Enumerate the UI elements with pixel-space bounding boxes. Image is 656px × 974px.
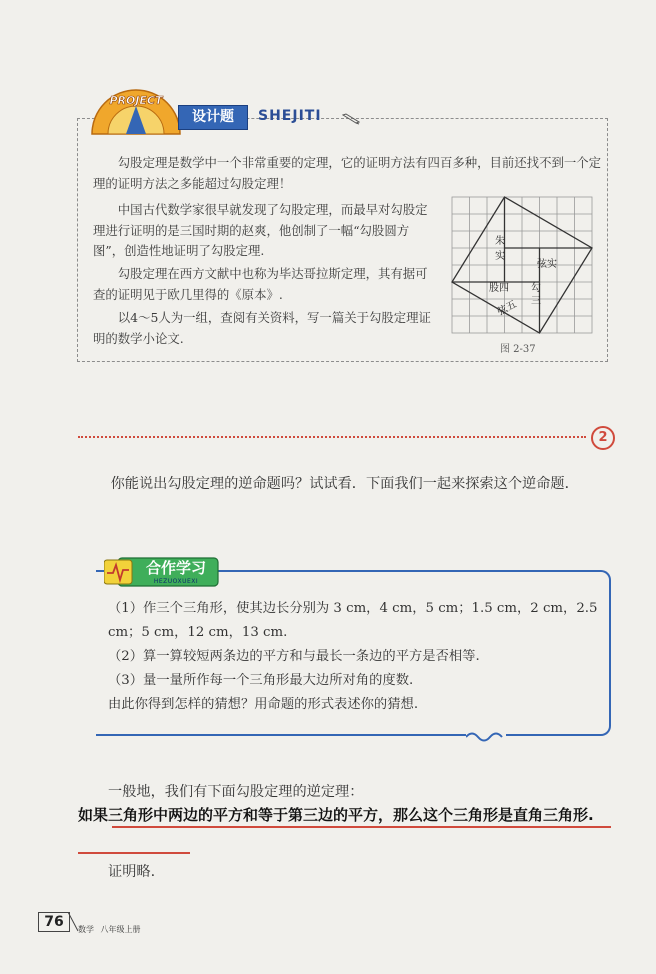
project-logo xyxy=(86,84,186,136)
design-paragraph-3: 勾股定理在西方文献中也称为毕达哥拉斯定理，其有据可查的证明见于欧几里得的《原本》. xyxy=(93,266,428,302)
section-divider xyxy=(78,436,586,438)
wave-decoration xyxy=(466,727,506,746)
book-title: 数学 八年级上册 xyxy=(78,925,141,934)
cooperative-learning-title: 合作学习 xyxy=(145,559,206,577)
coop-item-1: （1）作三个三角形，使其边长分别为 3 cm，4 cm，5 cm；1.5 cm，2 cm，2.5 cm；5 cm，12 cm，13 cm. xyxy=(108,601,598,640)
pencil-icon xyxy=(342,110,360,129)
coop-item-3: （3）量一量所作每一个三角形最大边所对角的度数. xyxy=(108,673,414,688)
intro-paragraph: 你能说出勾股定理的逆命题吗？试试看．下面我们一起来探索这个逆命题． xyxy=(110,476,579,492)
coop-item-4: 由此你得到怎样的猜想？用命题的形式表述你的猜想. xyxy=(108,697,419,712)
design-paragraph-2: 中国古代数学家很早就发现了勾股定理，而最早对勾股定理进行证明的是三国时期的赵爽，他创制了一幅“勾股圆方图”，创造性地证明了勾股定理. xyxy=(93,202,428,258)
design-paragraph-4: 以4～5人为一组，查阅有关资料，写一篇关于勾股定理证明的数学小论文. xyxy=(93,310,431,346)
figure-label-gou: 勾 xyxy=(531,283,541,294)
cooperative-learning-pinyin: HEZUOXUEXI xyxy=(153,578,199,585)
pythagoras-figure xyxy=(451,196,594,334)
theorem-underline-1 xyxy=(112,826,611,828)
page-number: 76 xyxy=(38,912,70,932)
general-statement: 一般地，我们有下面勾股定理的逆定理： xyxy=(108,784,364,800)
figure-label-xianshi: 弦实 xyxy=(537,259,557,270)
coop-item-2: （2）算一算较短两条边的平方和与最长一条边的平方是否相等. xyxy=(108,649,480,664)
design-task-pinyin: SHEJITI xyxy=(258,108,322,124)
figure-label-shi: 实 xyxy=(495,251,505,262)
figure-label-gusi: 股四 xyxy=(489,283,509,294)
theorem-underline-2 xyxy=(78,852,190,854)
converse-theorem: 如果三角形中两边的平方和等于第三边的平方，那么这个三角形是直角三角形. xyxy=(78,806,594,824)
figure-label-zhu: 朱 xyxy=(495,236,505,247)
design-paragraph-1: 勾股定理是数学中一个非常重要的定理，它的证明方法有四百多种，目前还找不到一个定理的证明方法之多能超过勾股定理！ xyxy=(93,155,602,191)
project-logo-text: PROJECT xyxy=(109,94,163,107)
figure-caption: 图 2-37 xyxy=(500,344,536,355)
figure-label-xian: 弦五 xyxy=(495,298,519,318)
figure-label-san: 三 xyxy=(531,296,541,307)
design-task-label: 设计题 xyxy=(178,105,248,130)
proof-note: 证明略. xyxy=(108,864,156,880)
section-number-badge: 2 xyxy=(591,426,615,450)
